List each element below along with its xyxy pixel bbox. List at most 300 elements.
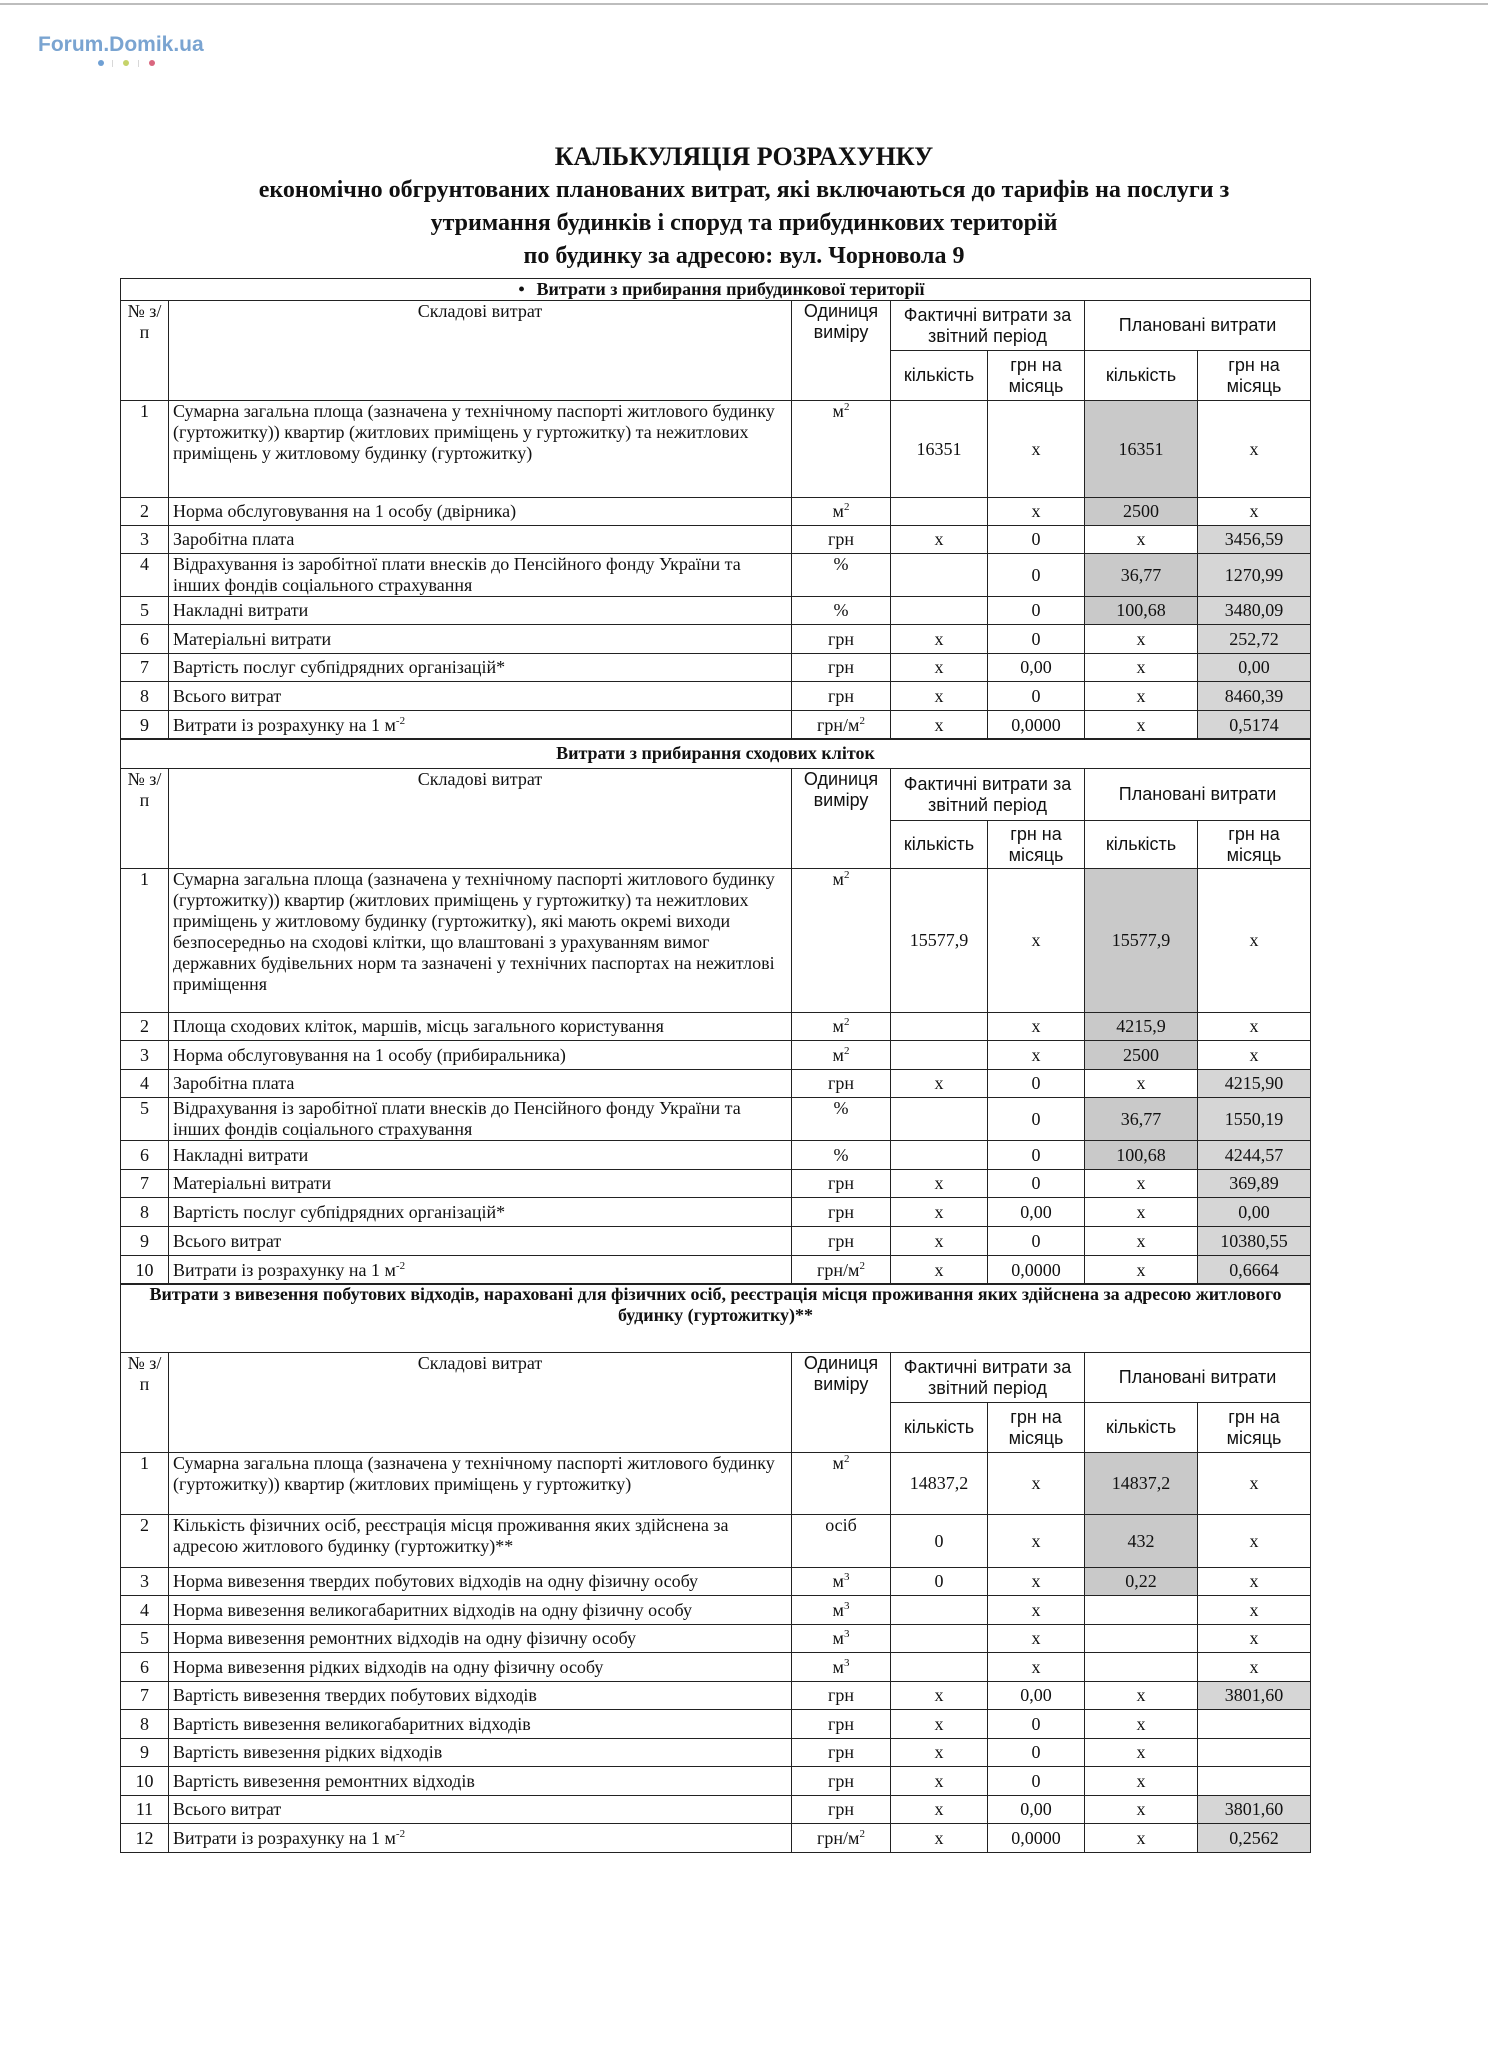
row-actual-qty	[891, 1596, 988, 1625]
row-component-text: Норма вивезення рідких відходів на одну фізичну особу	[173, 1656, 604, 1677]
row-unit	[792, 1256, 891, 1285]
row-actual-qty	[891, 498, 988, 526]
row-actual-qty	[891, 1653, 988, 1682]
row-component	[169, 654, 792, 682]
row-planned-qty	[1085, 869, 1198, 1013]
row-planned-month-text: 0,2562	[1229, 1827, 1279, 1848]
row-number-text: 3	[140, 529, 149, 549]
logo-dot-red	[149, 60, 155, 66]
table-row	[121, 1596, 1311, 1625]
header-component	[169, 301, 792, 401]
row-planned-month	[1198, 1568, 1311, 1596]
header-planned-month-text: грн на місяць	[1226, 823, 1282, 865]
row-component-text: Вартість вивезення ремонтних відходів	[173, 1770, 475, 1791]
row-component-text: Сумарна загальна площа (зазначена у технічному паспорті житлового будинку (гуртожитку)) квартир (житлових приміщень у гуртожитку) та нежитлових приміщень у житловому будинку (гуртожитку), які мають окремі виходи безпосередньо на сходові клітки, що влаштовані з урахуванням вимог державних будівельних норм та зазначені у технічних паспортах на нежитлові приміщення	[173, 869, 775, 994]
row-actual-qty	[891, 1710, 988, 1739]
row-actual-month-text: 0,0000	[1011, 714, 1061, 735]
row-component	[169, 711, 792, 740]
row-planned-month	[1198, 1013, 1311, 1041]
row-number-text: 7	[140, 1173, 149, 1193]
row-actual-qty	[891, 1453, 988, 1515]
row-actual-qty	[891, 1198, 988, 1227]
header-planned-text: Плановані витрати	[1118, 784, 1277, 804]
row-planned-month-text: х	[1249, 930, 1259, 950]
table-row	[121, 526, 1311, 554]
row-number	[121, 654, 169, 682]
row-actual-qty-text: х	[934, 1259, 944, 1280]
header-component-text: Складові витрат	[417, 1353, 543, 1373]
row-unit-sup: 2	[843, 1044, 850, 1057]
row-actual-qty-text: х	[934, 1799, 944, 1819]
row-unit	[792, 1070, 891, 1098]
row-actual-qty-text: 0	[934, 1530, 944, 1551]
row-component-text: Норма обслуговування на 1 особу (прибиральника)	[173, 1044, 566, 1065]
header-actual-qty	[891, 351, 988, 401]
row-unit-text: м	[832, 1571, 844, 1591]
row-number	[121, 1515, 169, 1568]
row-component-text: Накладні витрати	[173, 1144, 309, 1165]
row-planned-month	[1198, 1227, 1311, 1256]
row-actual-month	[988, 1256, 1085, 1285]
row-actual-month	[988, 498, 1085, 526]
row-planned-qty	[1085, 1070, 1198, 1098]
row-number-text: 5	[140, 1098, 149, 1118]
table-row	[121, 711, 1311, 740]
row-planned-month-text: 252,72	[1229, 628, 1279, 649]
row-actual-qty-text: 0	[934, 1571, 944, 1591]
section-title-text: Витрати з вивезення побутових відходів, нараховані для фізичних осіб, реєстрація місця проживання яких здійснена за адресою житлового будинку (гуртожитку)**	[149, 1284, 1282, 1325]
row-actual-qty	[891, 1227, 988, 1256]
header-unit	[792, 1353, 891, 1453]
row-component-text: Вартість вивезення твердих побутових відходів	[173, 1685, 537, 1705]
row-unit-sup: 2	[859, 1259, 865, 1272]
row-unit	[792, 711, 891, 740]
row-unit	[792, 1013, 891, 1041]
row-component-text: Норма обслуговування на 1 особу (двірника)	[173, 501, 517, 521]
row-planned-qty-text: х	[1136, 1259, 1146, 1280]
row-actual-qty	[891, 1767, 988, 1796]
row-actual-qty	[891, 554, 988, 597]
row-number-text: 8	[140, 1201, 149, 1222]
table-row	[121, 1198, 1311, 1227]
row-actual-month-text: 0	[1031, 564, 1041, 585]
row-unit-text: м	[832, 1656, 844, 1677]
row-number-text: 9	[140, 1230, 149, 1251]
row-number-text: 6	[140, 1656, 149, 1677]
table-row	[121, 1098, 1311, 1141]
row-unit-sup: 2	[859, 714, 865, 727]
row-actual-month	[988, 625, 1085, 654]
scan-edge-line	[0, 3, 1488, 5]
row-unit-text: грн	[827, 1201, 854, 1222]
row-actual-qty	[891, 1141, 988, 1170]
row-component	[169, 1041, 792, 1070]
row-actual-qty	[891, 1739, 988, 1767]
header-actual-qty-text: кількість	[903, 365, 975, 385]
table-row	[121, 1041, 1311, 1070]
row-unit-text: грн	[827, 1685, 854, 1705]
row-unit-text: грн	[827, 1713, 854, 1734]
row-number	[121, 1098, 169, 1141]
row-unit-text: м	[832, 869, 844, 889]
row-actual-month	[988, 1767, 1085, 1796]
row-unit-text: грн	[827, 1230, 854, 1251]
row-component-text: Всього витрат	[173, 1230, 282, 1251]
row-planned-qty-text: 0,22	[1125, 1571, 1157, 1591]
row-component	[169, 1796, 792, 1824]
row-component-text: Відрахування із заробітної плати внесків до Пенсійного фонду України та інших фондів соціального страхування	[173, 1098, 741, 1139]
row-planned-qty-text: х	[1136, 1799, 1146, 1819]
table-row	[121, 1796, 1311, 1824]
row-component	[169, 1070, 792, 1098]
header-planned-qty-text: кількість	[1105, 834, 1177, 854]
row-planned-qty	[1085, 1739, 1198, 1767]
row-component	[169, 1625, 792, 1653]
table-row	[121, 1013, 1311, 1041]
table-row	[121, 554, 1311, 597]
row-unit-text: м	[832, 1453, 844, 1473]
row-planned-qty	[1085, 1596, 1198, 1625]
logo-separator	[112, 60, 113, 67]
row-planned-month-text: 0,5174	[1229, 714, 1279, 735]
row-component-text: Заробітна плата	[173, 529, 295, 549]
row-planned-month-text: х	[1249, 1473, 1259, 1493]
row-actual-qty	[891, 1568, 988, 1596]
table-row	[121, 1625, 1311, 1653]
row-planned-month-text: 1550,19	[1224, 1108, 1284, 1129]
row-unit	[792, 1625, 891, 1653]
row-actual-qty-text: х	[934, 657, 944, 677]
header-unit-text: Одиниця виміру	[803, 1353, 879, 1394]
row-unit	[792, 1653, 891, 1682]
row-unit-sup: 3	[843, 1599, 850, 1612]
row-number	[121, 1170, 169, 1198]
row-actual-qty	[891, 1625, 988, 1653]
title-line-4: по будинку за адресою: вул. Чорновола 9	[523, 243, 965, 269]
row-actual-month-text: х	[1031, 501, 1041, 521]
row-component	[169, 1710, 792, 1739]
row-unit-text: грн/м	[817, 1259, 860, 1280]
header-actual-qty-text: кількість	[903, 834, 975, 854]
row-planned-qty	[1085, 526, 1198, 554]
row-number	[121, 711, 169, 740]
row-number	[121, 1568, 169, 1596]
row-component-text: Всього витрат	[173, 1799, 282, 1819]
row-actual-month-text: 0,0000	[1011, 1259, 1061, 1280]
row-planned-qty-text: х	[1136, 1742, 1146, 1762]
row-unit-sup: 3	[843, 1628, 850, 1640]
row-planned-qty	[1085, 1041, 1198, 1070]
header-actual-qty-text: кількість	[903, 1417, 975, 1437]
row-planned-qty-text: х	[1136, 1201, 1146, 1222]
row-actual-month-text: х	[1031, 1571, 1041, 1591]
row-planned-qty-text: х	[1136, 657, 1146, 677]
table-row	[121, 1824, 1311, 1853]
header-actual-qty	[891, 1403, 988, 1453]
row-unit	[792, 1227, 891, 1256]
header-actual-month-text: грн на місяць	[1008, 354, 1064, 396]
row-component	[169, 498, 792, 526]
row-planned-qty	[1085, 1098, 1198, 1141]
row-planned-qty	[1085, 1013, 1198, 1041]
row-component-text: Вартість послуг субпідрядних організацій*	[173, 657, 506, 677]
row-number	[121, 1796, 169, 1824]
row-number	[121, 682, 169, 711]
row-number	[121, 1710, 169, 1739]
row-number-text: 8	[140, 685, 149, 706]
row-actual-month-text: х	[1031, 438, 1041, 459]
header-actual-month	[988, 1403, 1085, 1453]
row-actual-qty-text: х	[934, 714, 944, 735]
row-actual-qty-text: 14837,2	[909, 1473, 969, 1493]
row-number	[121, 1256, 169, 1285]
row-planned-qty	[1085, 1653, 1198, 1682]
row-planned-qty-text: х	[1136, 1173, 1146, 1193]
row-planned-month	[1198, 1682, 1311, 1710]
row-unit-text: грн	[827, 628, 854, 649]
row-unit-sup: 2	[859, 1827, 865, 1840]
row-planned-qty	[1085, 1796, 1198, 1824]
row-planned-qty	[1085, 1256, 1198, 1285]
row-planned-qty-text: 15577,9	[1111, 930, 1171, 950]
row-number-text: 10	[135, 1259, 154, 1280]
row-actual-qty	[891, 1256, 988, 1285]
row-number-text: 9	[140, 1742, 149, 1762]
row-number-text: 5	[140, 1628, 149, 1648]
header-planned	[1085, 301, 1311, 351]
row-planned-month	[1198, 1625, 1311, 1653]
row-planned-qty	[1085, 1141, 1198, 1170]
row-actual-month	[988, 1682, 1085, 1710]
header-num-text: № з/п	[127, 1353, 162, 1394]
row-number	[121, 1739, 169, 1767]
row-planned-qty-text: х	[1136, 529, 1146, 549]
row-planned-qty	[1085, 711, 1198, 740]
header-planned-month	[1198, 821, 1311, 869]
row-number-text: 4	[140, 1599, 149, 1620]
row-component	[169, 1227, 792, 1256]
row-planned-month-text: х	[1249, 1016, 1259, 1036]
header-unit-text: Одиниця виміру	[803, 301, 879, 342]
row-component	[169, 1653, 792, 1682]
section-bullet: •	[518, 279, 525, 299]
row-actual-month-text: 0,0000	[1011, 1827, 1061, 1848]
row-planned-qty	[1085, 1767, 1198, 1796]
row-planned-month-text: х	[1249, 1656, 1259, 1677]
row-number-text: 9	[140, 714, 149, 735]
row-unit-text: м	[832, 401, 844, 421]
row-component-text: Вартість послуг субпідрядних організацій*	[173, 1201, 506, 1222]
row-number	[121, 1013, 169, 1041]
header-actual	[891, 769, 1085, 821]
row-planned-month	[1198, 869, 1311, 1013]
row-number	[121, 401, 169, 498]
row-actual-month-text: 0,00	[1020, 1685, 1052, 1705]
row-actual-qty	[891, 869, 988, 1013]
row-component-text: Сумарна загальна площа (зазначена у технічному паспорті житлового будинку (гуртожитку)) квартир (житлових приміщень у гуртожитку)	[173, 1453, 775, 1494]
row-number-text: 2	[140, 1016, 149, 1036]
row-component-text: Відрахування із заробітної плати внесків до Пенсійного фонду України та інших фондів соціального страхування	[173, 554, 741, 595]
row-number-text: 5	[140, 600, 149, 620]
table-row	[121, 869, 1311, 1013]
row-actual-month-text: х	[1031, 1044, 1041, 1065]
row-planned-qty	[1085, 1227, 1198, 1256]
row-unit	[792, 1767, 891, 1796]
row-planned-month	[1198, 682, 1311, 711]
header-unit	[792, 769, 891, 869]
row-actual-qty	[891, 1515, 988, 1568]
row-actual-qty-text: х	[934, 685, 944, 706]
row-actual-qty-text: х	[934, 1685, 944, 1705]
header-num	[121, 769, 169, 869]
row-actual-qty	[891, 1041, 988, 1070]
row-component-text: Норма вивезення ремонтних відходів на одну фізичну особу	[173, 1628, 637, 1648]
row-actual-month-text: 0	[1031, 1230, 1041, 1251]
row-planned-qty	[1085, 498, 1198, 526]
table-row	[121, 498, 1311, 526]
row-actual-month-text: 0	[1031, 1770, 1041, 1791]
row-unit-text: м	[832, 1044, 844, 1065]
table-row	[121, 1070, 1311, 1098]
header-planned-text: Плановані витрати	[1118, 1367, 1277, 1387]
row-number-text: 1	[140, 1453, 149, 1473]
row-component-text: Витрати із розрахунку на 1 м	[173, 1259, 396, 1280]
header-actual-text: Фактичні витрати за звітний період	[903, 773, 1072, 815]
row-unit-text: %	[833, 600, 849, 620]
row-component-sup: -2	[395, 1827, 406, 1840]
row-number-text: 1	[140, 401, 149, 421]
header-num	[121, 1353, 169, 1453]
header-row	[121, 301, 1311, 351]
row-unit-text: грн	[827, 685, 854, 706]
row-number-text: 1	[140, 869, 149, 889]
row-actual-qty	[891, 526, 988, 554]
row-planned-month-text: 8460,39	[1224, 685, 1284, 706]
row-actual-qty	[891, 1013, 988, 1041]
row-actual-qty	[891, 597, 988, 625]
row-actual-qty-text: х	[934, 1201, 944, 1222]
header-row	[121, 769, 1311, 821]
row-planned-month	[1198, 498, 1311, 526]
row-component-text: Накладні витрати	[173, 600, 309, 620]
row-unit	[792, 1824, 891, 1853]
table-row	[121, 682, 1311, 711]
row-unit-sup: 2	[843, 869, 850, 881]
row-actual-qty-text: х	[934, 1827, 944, 1848]
row-actual-month	[988, 1198, 1085, 1227]
section-title-text: Витрати з прибирання прибудинкової території	[536, 279, 925, 299]
row-number	[121, 869, 169, 1013]
row-component	[169, 1767, 792, 1796]
table-row	[121, 1453, 1311, 1515]
header-num	[121, 301, 169, 401]
row-actual-month-text: 0	[1031, 1144, 1041, 1165]
row-number-text: 11	[135, 1799, 154, 1819]
header-planned-qty-text: кількість	[1105, 365, 1177, 385]
row-planned-qty	[1085, 625, 1198, 654]
row-planned-month-text: 4215,90	[1224, 1073, 1284, 1093]
row-planned-month-text: 369,89	[1229, 1173, 1279, 1193]
row-number	[121, 1824, 169, 1853]
table-row	[121, 1710, 1311, 1739]
row-unit-text: %	[833, 554, 849, 574]
row-number	[121, 1453, 169, 1515]
row-unit	[792, 526, 891, 554]
row-unit	[792, 1170, 891, 1198]
row-component	[169, 1013, 792, 1041]
header-component-text: Складові витрат	[417, 769, 543, 789]
row-planned-month	[1198, 1767, 1311, 1796]
row-planned-month-text: 1270,99	[1224, 564, 1284, 585]
row-planned-qty	[1085, 682, 1198, 711]
row-unit-sup: 3	[843, 1656, 850, 1669]
row-unit-sup: 2	[843, 501, 850, 513]
logo-dot-green	[123, 60, 129, 66]
row-planned-qty-text: х	[1136, 1073, 1146, 1093]
row-actual-month-text: х	[1031, 1016, 1041, 1036]
row-unit-text: грн/м	[817, 714, 860, 735]
row-actual-month	[988, 1041, 1085, 1070]
row-planned-qty	[1085, 1682, 1198, 1710]
row-actual-qty-text: х	[934, 1742, 944, 1762]
header-unit	[792, 301, 891, 401]
row-component	[169, 554, 792, 597]
row-actual-qty	[891, 401, 988, 498]
row-planned-qty-text: 14837,2	[1111, 1473, 1171, 1493]
section-title-text: Витрати з прибирання сходових кліток	[556, 743, 875, 763]
header-planned	[1085, 1353, 1311, 1403]
row-unit	[792, 498, 891, 526]
cost-table-section-3	[120, 1283, 1311, 1853]
row-component-text: Матеріальні витрати	[173, 1173, 332, 1193]
row-component-text: Вартість вивезення рідких відходів	[173, 1742, 443, 1762]
row-actual-month-text: 0,00	[1020, 1799, 1052, 1819]
row-planned-month	[1198, 1170, 1311, 1198]
table-row	[121, 1653, 1311, 1682]
row-planned-month	[1198, 1098, 1311, 1141]
row-unit-text: м	[832, 1016, 844, 1036]
row-component	[169, 869, 792, 1013]
row-actual-qty	[891, 1682, 988, 1710]
row-actual-month	[988, 1739, 1085, 1767]
row-component	[169, 682, 792, 711]
row-planned-month-text: 3801,60	[1224, 1685, 1284, 1705]
row-planned-month-text: х	[1249, 1571, 1259, 1591]
row-unit-text: %	[833, 1098, 849, 1118]
row-actual-month	[988, 1098, 1085, 1141]
header-actual-month-text: грн на місяць	[1008, 1406, 1064, 1448]
row-actual-month-text: 0	[1031, 529, 1041, 549]
cost-table-section-2	[120, 738, 1311, 1285]
row-unit-text: грн	[827, 657, 854, 677]
row-planned-qty-text: х	[1136, 628, 1146, 649]
row-unit	[792, 682, 891, 711]
row-actual-month	[988, 1824, 1085, 1853]
row-number-text: 7	[140, 1685, 149, 1705]
row-unit-sup: 2	[843, 1453, 850, 1465]
logo-dot-blue	[98, 60, 104, 66]
table-row	[121, 1227, 1311, 1256]
row-component	[169, 526, 792, 554]
row-component-text: Норма вивезення великогабаритних відходів на одну фізичну особу	[173, 1599, 692, 1620]
row-actual-month	[988, 526, 1085, 554]
row-actual-qty-text: х	[934, 529, 944, 549]
row-number	[121, 1653, 169, 1682]
row-number-text: 4	[140, 554, 149, 574]
row-planned-qty-text: х	[1136, 685, 1146, 706]
row-planned-qty	[1085, 1568, 1198, 1596]
row-planned-month-text: 0,00	[1238, 657, 1270, 677]
